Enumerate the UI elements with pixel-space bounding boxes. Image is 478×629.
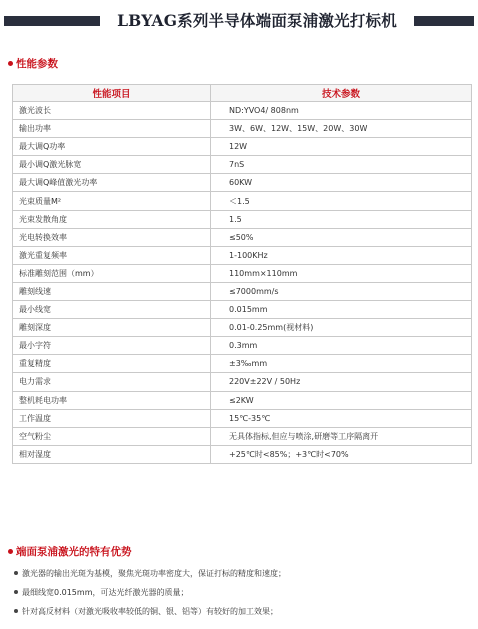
- table-row: [13, 192, 472, 210]
- bullet-icon: [14, 590, 18, 594]
- table-row: [13, 427, 472, 445]
- spec-value-cell: ≤2KW: [211, 391, 472, 409]
- list-item: [14, 583, 474, 602]
- table-row: [13, 264, 472, 282]
- spec-item-cell: 最小字符: [13, 337, 211, 355]
- performance-heading: [8, 56, 58, 71]
- spec-item-cell: 整机耗电功率: [13, 391, 211, 409]
- table-row: [13, 282, 472, 300]
- table-row: [13, 102, 472, 120]
- table-row: [13, 355, 472, 373]
- bullet-icon: [14, 571, 18, 575]
- spec-value-cell: 60KW: [211, 174, 472, 192]
- table-row: [13, 138, 472, 156]
- spec-item-cell: 重复精度: [13, 355, 211, 373]
- spec-value-cell: 1.5: [211, 210, 472, 228]
- table-row: [13, 373, 472, 391]
- table-row: [13, 246, 472, 264]
- spec-item-cell: 最小调Q激光脉宽: [13, 156, 211, 174]
- spec-item-cell: 最大调Q功率: [13, 138, 211, 156]
- red-dot-icon: [8, 61, 13, 66]
- spec-value-cell: 无具体指标,但应与喷涂,研磨等工序隔离开: [211, 427, 472, 445]
- column-header-value: 技术参数: [211, 85, 472, 102]
- table-row: [13, 156, 472, 174]
- table-row: [13, 174, 472, 192]
- table-header-row: [13, 85, 472, 102]
- table-row: [13, 228, 472, 246]
- table-row: [13, 210, 472, 228]
- title-bar: [0, 10, 478, 32]
- spec-value-cell: +25℃时<85%；+3℃时<70%: [211, 445, 472, 463]
- column-header-item: 性能项目: [13, 85, 211, 102]
- spec-value-cell: ±3‰mm: [211, 355, 472, 373]
- advantages-list: [14, 564, 474, 621]
- spec-value-cell: ＜1.5: [211, 192, 472, 210]
- table-row: [13, 337, 472, 355]
- spec-item-cell: 相对湿度: [13, 445, 211, 463]
- spec-value-cell: 0.3mm: [211, 337, 472, 355]
- title-decoration-right: [414, 16, 474, 26]
- table-row: [13, 319, 472, 337]
- advantage-text: 针对高反材料（对激光吸收率较低的铜、银、铝等）有较好的加工效果；: [22, 607, 278, 616]
- spec-item-cell: 空气粉尘: [13, 427, 211, 445]
- spec-value-cell: 220V±22V / 50Hz: [211, 373, 472, 391]
- spec-value-cell: 1-100KHz: [211, 246, 472, 264]
- spec-item-cell: 激光重复频率: [13, 246, 211, 264]
- performance-table: [12, 84, 472, 464]
- page-title: LBYAG系列半导体端面泵浦激光打标机: [117, 11, 397, 30]
- spec-item-cell: 光电转换效率: [13, 228, 211, 246]
- spec-item-cell: 雕刻线速: [13, 282, 211, 300]
- spec-item-cell: 光束质量M²: [13, 192, 211, 210]
- spec-value-cell: 0.01-0.25mm(视材料): [211, 319, 472, 337]
- table-row: [13, 301, 472, 319]
- spec-value-cell: 110mm×110mm: [211, 264, 472, 282]
- advantages-heading-label: 端面泵浦激光的特有优势: [16, 546, 132, 558]
- advantages-heading: [8, 544, 132, 559]
- table-row: [13, 445, 472, 463]
- spec-value-cell: ≤50%: [211, 228, 472, 246]
- spec-item-cell: 电力需求: [13, 373, 211, 391]
- title-decoration-left: [4, 16, 100, 26]
- spec-item-cell: 输出功率: [13, 120, 211, 138]
- performance-table-body: [13, 102, 472, 464]
- performance-heading-label: 性能参数: [16, 58, 58, 70]
- list-item: [14, 602, 474, 621]
- spec-item-cell: 最小线宽: [13, 301, 211, 319]
- spec-value-cell: 0.015mm: [211, 301, 472, 319]
- spec-item-cell: 工作温度: [13, 409, 211, 427]
- spec-value-cell: 3W、6W、12W、15W、20W、30W: [211, 120, 472, 138]
- spec-item-cell: 最大调Q峰值激光功率: [13, 174, 211, 192]
- advantage-text: 最细线宽0.015mm，可达光纤激光器的质量；: [22, 588, 189, 597]
- spec-item-cell: 雕刻深度: [13, 319, 211, 337]
- spec-value-cell: ≤7000mm/s: [211, 282, 472, 300]
- bullet-icon: [14, 609, 18, 613]
- list-item: [14, 564, 474, 583]
- red-dot-icon: [8, 549, 13, 554]
- spec-item-cell: 标准雕刻范围（mm）: [13, 264, 211, 282]
- table-row: [13, 120, 472, 138]
- table-row: [13, 409, 472, 427]
- spec-item-cell: 激光波长: [13, 102, 211, 120]
- spec-value-cell: 7nS: [211, 156, 472, 174]
- spec-value-cell: 15℃-35℃: [211, 409, 472, 427]
- advantage-text: 激光器的输出光斑为基模，聚焦光斑功率密度大，保证打标的精度和速度；: [22, 569, 286, 578]
- spec-value-cell: ND:YVO4/ 808nm: [211, 102, 472, 120]
- table-row: [13, 391, 472, 409]
- spec-item-cell: 光束发散角度: [13, 210, 211, 228]
- spec-value-cell: 12W: [211, 138, 472, 156]
